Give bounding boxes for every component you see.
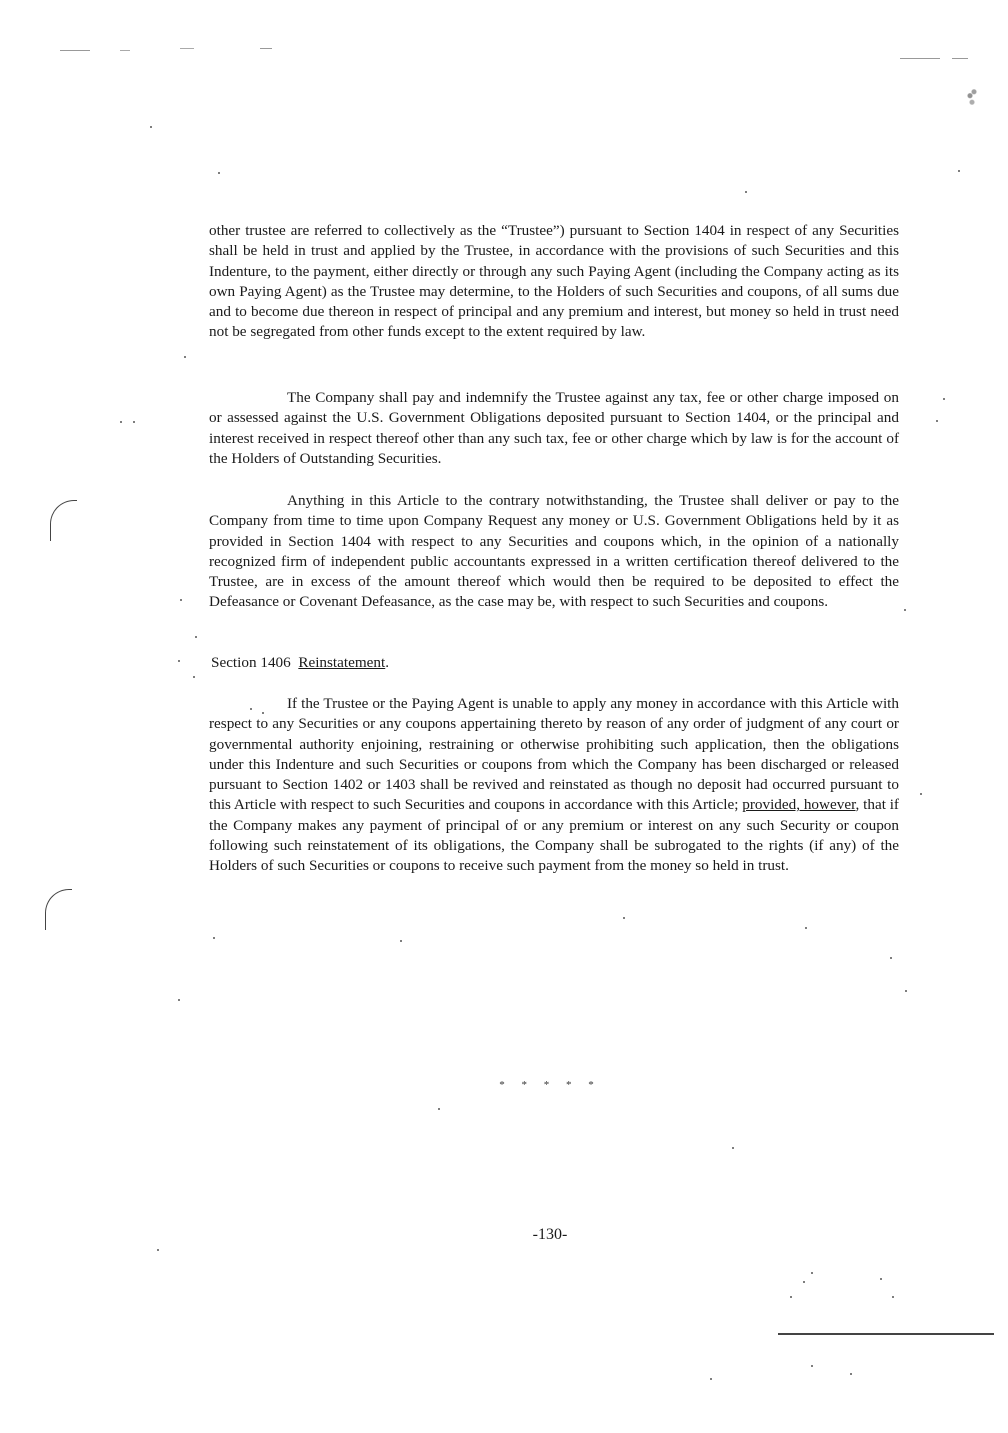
paragraph-tax-indemnity: The Company shall pay and indemnify the Trustee against any tax, fee or other charge imposed on or assessed against the U.S. Government Obligations deposited pursuant to Section 1404, or the principal and interest received in respect thereof other than any such tax, fee or other charge which by law is for the account of the Holders of Outstanding Securities. xyxy=(209,389,899,467)
section-number: Section 1406 xyxy=(211,654,291,671)
proviso-phrase: provided, however xyxy=(742,796,856,814)
paragraph-trust-money: other trustee are referred to collectively as the “Trustee”) pursuant to Section 1404 in respect of any Securities shall be held in trust and applied by the Trustee, in accordance with the provisions of such Securities and this Indenture, to the payment, either directly or through any such Paying Agent (including the Company acting as its own Paying Agent) as the Trustee may determine, to the Holders of such Securities and coupons, of all sums due and to become due thereon in respect of principal and any premium and interest, but money so held in trust need not be segregated from other funds except to the extent required by law. xyxy=(209,222,899,341)
section-title: Reinstatement xyxy=(298,654,386,671)
scan-mark xyxy=(962,84,982,110)
reinstatement-text: If the Trustee or the Paying Agent is unable to apply any money in accordance with this Article with respect to any Securities or any coupons appertaining thereto by reason of any order of judgment of any court or governmental authority enjoining, restraining or otherwise prohibiting such application, then the obligations under this Indenture and such Securities or coupons from which the Company has been discharged or released pursuant to Section 1402 or 1403 shall be revived and reinstated as though no deposit had occurred pursuant to this Article with respect to such Securities and coupons in accordance with this Article; xyxy=(209,695,899,814)
page-number: -130- xyxy=(532,1226,568,1243)
section-heading xyxy=(211,653,611,673)
binding-hole-mark xyxy=(45,889,72,930)
binding-hole-mark xyxy=(50,500,77,541)
section-title-period: . xyxy=(385,654,390,671)
paragraph-reinstatement xyxy=(209,694,899,877)
reinstatement-text-continued: , that if the Company makes any payment of principal of or any premium or interest on any such Security or coupon following such reinstatement of its obligations, the Company shall be subrogated to the rights (if any) of the Holders of such Securities or coupons to receive such payment from the money so held in trust. xyxy=(209,796,899,875)
end-ornament: * * * * * xyxy=(499,1079,601,1091)
paragraph-excess-money: Anything in this Article to the contrary notwithstanding, the Trustee shall deliver or pay to the Company from time to time upon Company Request any money or U.S. Government Obligations held by it as provided in Section 1404 with respect to any Securities and coupons which, in the opinion of a nationally recognized firm of independent public accountants expressed in a written certification thereof delivered to the Trustee, are in excess of the amount thereof which would then be required to be deposited to effect the Defeasance or Covenant Defeasance, as the case may be, with respect to such Securities and coupons. xyxy=(209,492,899,611)
footer-rule xyxy=(778,1333,994,1335)
